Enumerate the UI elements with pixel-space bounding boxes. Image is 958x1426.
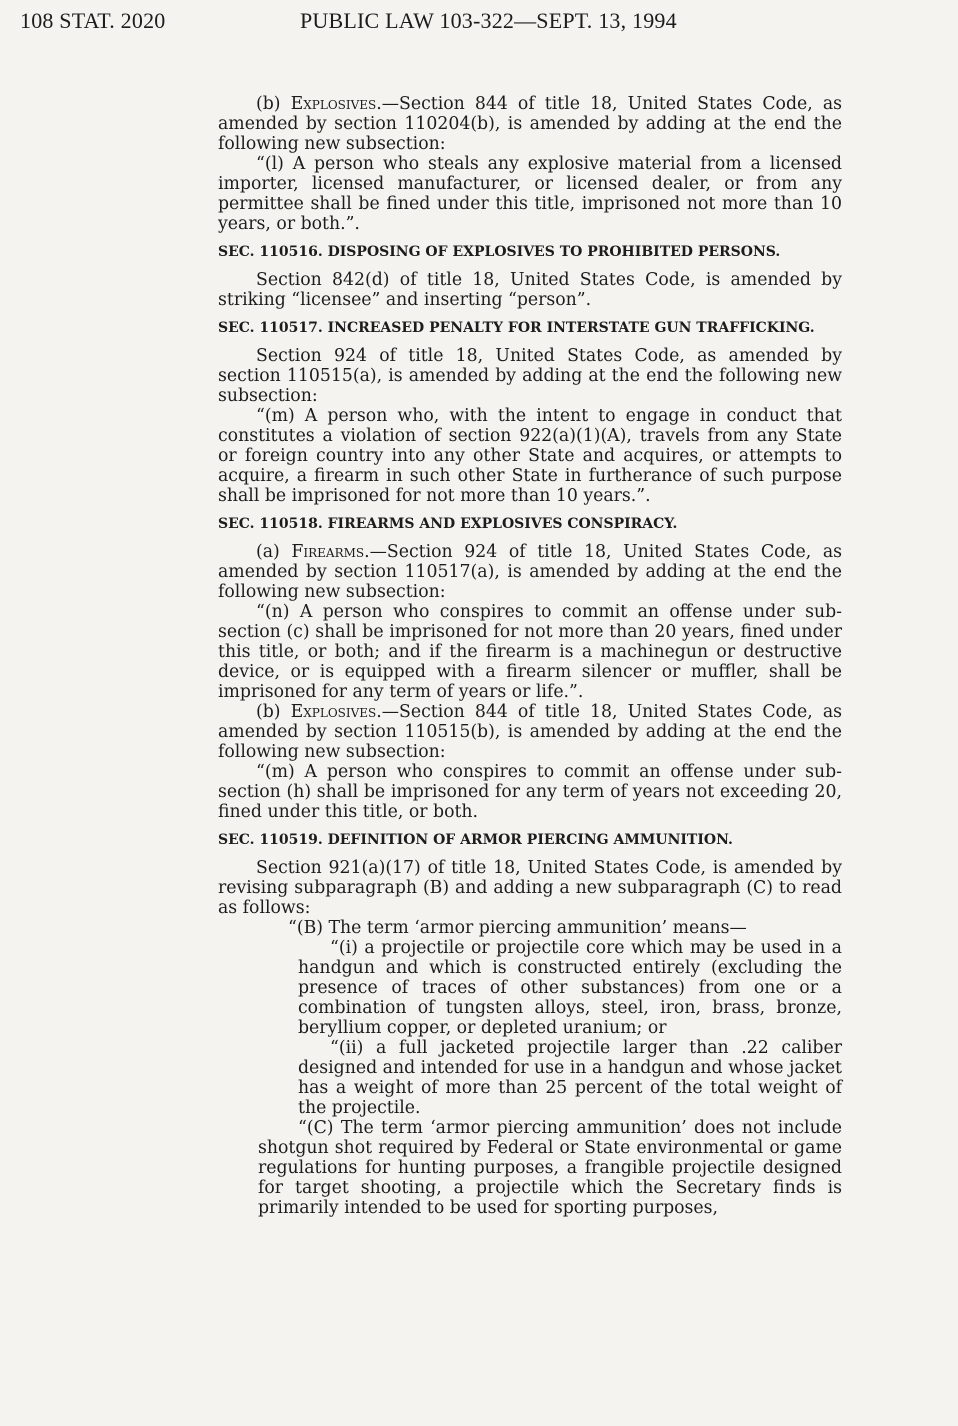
section-heading-110518: SEC. 110518. FIREARMS AND EXPLOSIVES CONSPIRACY. [218,516,678,532]
paragraph-section-921: Section 921(a)(17) of title 18, United States Code, is amended by revising subparagraph (B) and adding a new subparagraph (C) to read as follows: [218,858,842,918]
paragraph-quoted-n: “(n) A person who conspires to commit an offense under subsection (c) shall be imprisoned for not more than 20 years, fined under this title, or both; and if the firearm is a machinegun or destructive device, or is equipped with a firearm silencer or muffler, shall be imprisoned for any term of years or life.”. [218,602,842,702]
paragraph-section-924: Section 924 of title 18, United States Code, as amended by section 110515(a), is amended by adding at the end the following new subsection: [218,346,842,406]
paragraph-text: —Section 844 of title 18, United States Code, as amended by section 110204(b), is amended by adding at the end the following new subsection: [218,94,842,154]
paragraph-a-firearms [218,542,842,602]
paragraph-quoted-C: “(C) The term ‘armor piercing ammunition’ does not include shotgun shot required by Federal or State environmental or game regulations for hunting purposes, a frangible projectile designed for target shooting, a projectile which the Secretary finds is primarily intended to be used for sporting purposes, [258,1118,842,1218]
paragraph-b-explosives [218,94,842,154]
paragraph-text: —Section 924 of title 18, United States Code, as amended by section 110517(a), is amended by adding at the end the following new subsection: [218,542,843,602]
document-body [218,94,842,1218]
stat-page-reference: 108 STAT. 2020 [20,8,166,33]
section-heading-110519: SEC. 110519. DEFINITION OF ARMOR PIERCING AMMUNITION. [218,832,733,848]
paragraph-quoted-B: “(B) The term ‘armor piercing ammunition’ means— [288,918,747,938]
subsection-label: (a) [256,542,292,562]
page-header [20,8,918,38]
paragraph-quoted-m-2: “(m) A person who conspires to commit an offense under subsection (h) shall be imprisoned for any term of years not exceeding 20, fined under this title, or both. [218,762,842,822]
paragraph-quoted-m: “(m) A person who, with the intent to engage in conduct that constitutes a violation of section 922(a)(1)(A), travels from any State or foreign country into any other State and acquires, or attempts to acquire, a firearm in such other State in furtherance of such purpose shall be imprisoned for not more than 10 years.”. [218,406,842,506]
paragraph-b-explosives-2 [218,702,842,762]
subsection-heading: Explosives. [290,94,382,114]
paragraph-quoted-l: “(l) A person who steals any explosive material from a licensed importer, licensed manufacturer, or licensed dealer, or from any permittee shall be fined under this title, imprisoned not more than 10 years, or both.”. [218,154,842,234]
subsection-label: (b) [256,702,291,722]
subsection-heading: Firearms. [291,542,370,562]
paragraph-quoted-i: “(i) a projectile or projectile core which may be used in a handgun and which is constructed entirely (excluding the presence of traces of other substances) from one or a combination of tungsten alloys, steel, iron, brass, bronze, beryllium copper, or depleted uranium; or [298,938,842,1038]
subsection-label: (b) [256,94,291,114]
subsection-heading: Explosives. [290,702,382,722]
paragraph-quoted-ii: “(ii) a full jacketed projectile larger than .22 caliber designed and intended for use in a handgun and whose jacket has a weight of more than 25 percent of the total weight of the projectile. [298,1038,842,1118]
paragraph-section-842d: Section 842(d) of title 18, United States Code, is amended by striking “licensee” and inserting “person”. [218,270,842,310]
section-heading-110516: SEC. 110516. DISPOSING OF EXPLOSIVES TO PROHIBITED PERSONS. [218,244,781,260]
law-title: PUBLIC LAW 103-322—SEPT. 13, 1994 [300,8,677,33]
paragraph-text: —Section 844 of title 18, United States Code, as amended by section 110515(b), is amended by adding at the end the following new subsection: [218,702,842,762]
section-heading-110517: SEC. 110517. INCREASED PENALTY FOR INTERSTATE GUN TRAFFICKING. [218,320,815,336]
